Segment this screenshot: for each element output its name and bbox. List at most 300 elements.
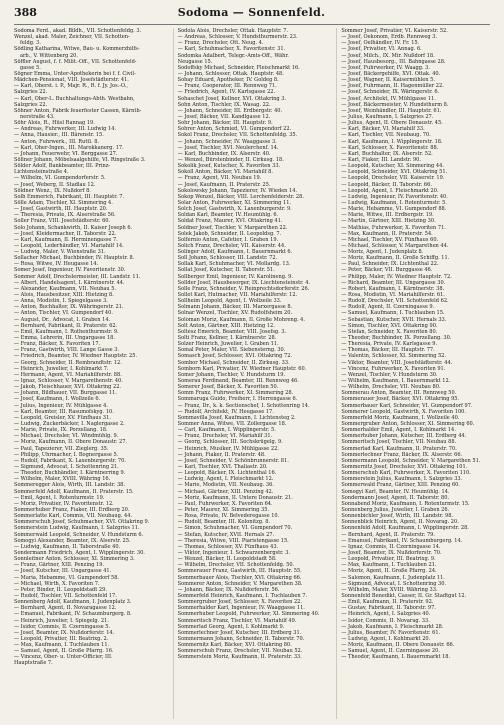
directory-entry: — Peter, Binder, II. Leopoldstadt 29. <box>14 586 107 593</box>
directory-entry: — Michael, Drechsler, VI. Windmühlg. 9. <box>14 433 119 440</box>
directory-entry: Hauptstraße 7. <box>14 660 53 667</box>
directory-entry: Sombor Michael, Schneider, II. Zirkusg. 33. <box>177 359 290 366</box>
directory-entry: Wenzel, akad. Maler, Zeichner, VII. Schotten- <box>14 34 130 41</box>
directory-entry: Solo Johann, Schankwirth, II. Kaiser Joseph 6. <box>14 224 133 231</box>
directory-entry: — Josef, Kaufmann, I. Wollzeile 6. <box>14 396 101 403</box>
directory-entry: Sommerlechner Franz, Bäcker, IX. Alserstr. 66. <box>341 451 463 458</box>
directory-entry: — Michael, Schlosser, V. Margarethen 44. <box>341 242 449 249</box>
directory-entry: Somer Josef, Ingenieur, IV. Favoritenstr. 30. <box>14 267 126 274</box>
directory-entry: — Josef, Fuhrmann, II. Hagenmüller 22. <box>341 83 444 90</box>
directory-entry: — Marie, Modistin, VII. Neubaug. 36. <box>177 482 274 489</box>
directory-entry: — Ludwig, Agent, I. Fleischmarkt 12. <box>177 476 274 483</box>
directory-entry: — Bernhard, Fabrikant, II. Praterstr. 62. <box>14 322 118 329</box>
directory-entry: — Paul, Fuhrwerker, X. Favoriten 64. <box>177 500 273 507</box>
directory-entry: Sommeritsch Josef, Tischler, VII. Neubau 88. <box>341 439 457 446</box>
directory-entry: — Wenzel, Bürstenbinder, II. Cirkusg. 18. <box>177 156 284 163</box>
directory-entry: Sommerwald Franz, Gärtner, XIII. Penzing 60. <box>341 482 460 489</box>
directory-entry: — Karl, Bäcker, VI. Mariahilf 33. <box>341 126 425 133</box>
directory-entry: — Josef, Beamter, IX. Nußdorferstr. 70. <box>341 549 442 556</box>
directory-entry: — Samuel, Agent, II. Czerningasse 20. <box>341 648 440 655</box>
directory-entry: — Moriz, Kaufmann, II. Obere Donaustr. 27. <box>14 439 128 446</box>
directory-entry: Sommerschuh Josef, Schuhmacher, XVI. Ottakring 9. <box>14 519 150 526</box>
directory-entry: — Franz, Drechsler, Ott. Neug. 4. <box>177 40 264 47</box>
directory-entry: Sokolik Josef, Kutscher, X. Favoriten 33. <box>177 163 281 170</box>
directory-entry: — Bernhard, Agent, II. Novaragasse 12. <box>14 605 117 612</box>
directory-entry: Mädchen-Pensionat, VIII. Josefstädterstr. 41. <box>14 77 129 84</box>
directory-entry: — Gustav, Fabrikant, II. Taborstr. 97. <box>341 605 436 612</box>
directory-entry: — Alexander, Kaufmann, VII. Neubau 5. <box>14 285 117 292</box>
directory-entry: Sommerbauer Alois, Tischler, XVI. Ottakring 66. <box>177 574 302 581</box>
directory-entry: Solich Franz, Drechsler, VII. Kaiserstr. 44. <box>177 242 286 249</box>
directory-entry: — Josef, Bäckergehilfe, XVI. Ottak. 40. <box>341 70 441 77</box>
directory-entry: — Marie, Private, IX. Porzellang. 18. <box>14 427 108 434</box>
directory-entry: — Wenzel, Tischler, V. Hundsturm 30. <box>341 371 438 378</box>
directory-entry: — Anton, Tischler, VI. Gumpendorf 40. <box>14 310 113 317</box>
directory-entry: Sollet Karl, Hutmacher, VII. Mariahilferstr. 12. <box>177 292 298 299</box>
directory-entry: — Ludwig, Kaufmann, I. Rotenturmstr. 5. <box>341 199 447 206</box>
directory-entry: — Jakob, Kaufmann, I. Fleischmarkt 28. <box>341 623 444 630</box>
directory-entry: — Johann, Schlosser, Ottak. Hauptstr. 48. <box>177 70 284 77</box>
directory-entry: — Rudolf, Architekt, IV. Heugasse 17. <box>177 408 274 415</box>
directory-entry: — Moriz, Kaufmann, II. Obere Donaustr. 66. <box>341 642 455 649</box>
directory-entry: — Valentin, Schlosser, XI. Simmering 52. <box>341 353 447 360</box>
directory-entry: Sohr Johann, Bäcker, III. Hauptstr. 9. <box>177 120 273 127</box>
directory-entry: Solt Anton, Gärtner, XIII. Hietzing 12. <box>177 322 275 329</box>
directory-entry: — Leopold, Privatier, III. Beatrixg. 2. <box>14 635 109 642</box>
directory-entry: — Simon, Schuhmacher, VI. Gumpendorf 70. <box>177 525 293 532</box>
directory-entry: Sommerhuber Leopold, Fuhrwerker, XI. Simmering 40. <box>177 611 320 618</box>
directory-entry: — Leopold, Agent, I. Fleischmarkt 20. <box>341 187 439 194</box>
directory-entry: Soldan Karl, Beamter, IV. Heumühlg. 6. <box>177 212 279 219</box>
directory-entry: — Franz, Gastwirth, VIII. Lange Gasse 3. <box>14 347 120 354</box>
directory-entry: — Martin, Gärtner, XIII. Hietzing 30. <box>341 218 436 225</box>
directory-entry: Sonnenfeld Benedikt, Casser, II. Gr. Stadtgut 12. <box>341 592 467 599</box>
directory-entry: feldg. 3. <box>20 40 41 47</box>
directory-entry: — Peter, Bäcker, VII. Burggasse 46. <box>341 267 433 274</box>
directory-entry: Sodola Alois, Drechsler, Ottak. Hauptstr. 7. <box>177 28 289 34</box>
directory-entry: Somm Franz, Fuhrwerker, XI. Simmering 28. <box>177 390 294 397</box>
directory-entry: — Julius, Agent, II. Obere Donaustr. 45. <box>341 120 443 127</box>
directory-entry: — Simon, Tischler, XVI. Ottakring 90. <box>341 322 438 329</box>
directory-entry: — Theodor, Buchbinder, IX. Porzellang. 30. <box>341 335 452 342</box>
page-number: 388 <box>14 6 37 19</box>
directory-entry: Sommermann Leopold, Schneider, V. Margarethen 51. <box>341 457 481 464</box>
directory-entry: Söhr Alois, R., Hüsl Rannag 19. <box>14 120 95 127</box>
directory-entry: — Johann, Bildhauer, VII. Burggasse 11. <box>14 390 117 397</box>
directory-entry: Sohay Eduard, Apotheker, IV. Goldeg 8. <box>177 77 279 84</box>
directory-entry: — Moriz, Kaufmann, II. Große Schiffg. 11. <box>341 255 450 262</box>
directory-entry: Sommerhalder Karl, Ingenieur, IV. Waaggasse 11. <box>177 605 305 612</box>
directory-entry: — Ludwig, Maler, V. Wienstraße 31. <box>14 249 106 256</box>
directory-entry: — Vincenz, Fuhrwerker, X. Favoriten 91. <box>341 365 446 372</box>
directory-entry: Sonnenberg Adolf, Kaufmann, I. Judenplatz 3. <box>14 599 132 606</box>
directory-entry: Sonnabend Moriz, Kaufmann, I. Rotenturmstr. 15. <box>341 500 470 507</box>
directory-entry: — Johann, Feuerwehr, VI. Berggasse 27. <box>14 150 118 157</box>
directory-entry: Sommerlad Karl, Kaufmann, II. Praterstr. 70. <box>341 445 457 452</box>
directory-entry: Sommerauer Franz, Gastwirth, III. Hauptstr. 55. <box>177 568 302 575</box>
directory-entry: — Salomon, Kaufmann, I. Judenplatz 11. <box>341 574 445 581</box>
directory-entry: — Rudolf, Tischler, VII. Schottenfeld 17. <box>14 592 117 599</box>
directory-entry: — Karl, Schuhmacher, X. Favoritenstr. 31. <box>177 46 286 53</box>
directory-entry: Sommer Adolf, Drechslermeister, III. Landstr. 11. <box>14 273 141 280</box>
directory-entry: — Josef, Oekonom, Erdb. Rennweg 3. <box>341 34 438 41</box>
directory-entry: — Josef, Architekt, IV. Mühlgasse 11. <box>341 95 436 102</box>
directory-entry: — Emma, Lehrerin, III. Ungargasse 18. <box>14 335 115 342</box>
directory-entry: — Sigmund, Advocat, I. Schottenring 21. <box>14 463 119 470</box>
directory-entry: — Karl, Ober-L. Buchhaltungs-Abth. Westbahn, <box>14 95 135 102</box>
directory-entry: — Georg, Schlosser, III. Sechskrügelg. 9. <box>177 439 283 446</box>
directory-entry: — Moriz, Kaufmann, II. Untere Donaustr. 21. <box>177 494 293 501</box>
directory-entry: Sollberger Emil, Ingenieur, IV. Karolineng. 9. <box>177 273 293 280</box>
directory-entry: — Franz, Dr., k. k. Sectionschef, I. Schottenring 14. <box>177 402 310 409</box>
directory-entry: — Josef, Hausbesorg., III. Bahngasse 28. <box>341 58 446 65</box>
directory-entry: Solar Anton, Fuhrwerker, XI. Simmering 11. <box>177 199 292 206</box>
directory-entry: Solch Josef, Gastwirth, X. Laxenburgerstr. 9. <box>177 206 292 213</box>
directory-entry: Solek Jakob, Schneider, II. Leopoldsg. 7. <box>177 230 282 237</box>
directory-entry: — Johann, Bäcker, IX. Nußdorferstr. 56. <box>177 586 280 593</box>
directory-entry: arb., V. Wittenberg 20. <box>20 52 78 59</box>
directory-entry: Sommavilla Josef, Kaufmann, I. Lichtensteg 2. <box>177 414 296 421</box>
directory-entry: — Leopold, Kutscher, XI. Simmering 44. <box>341 163 444 170</box>
directory-entry: Sommerfeld Moriz, Kaufmann, I. Wollzeile 40. <box>341 414 460 421</box>
directory-entry: — Julius, Ingenieur, IV. Mühlgasse 4. <box>14 402 108 409</box>
directory-entry: Salzgries 22. <box>14 89 48 96</box>
directory-entry: Söhner Anton, Fabrik feuerfester Cassen, Kärnth- <box>14 107 142 114</box>
directory-entry: Södling Katharina, Witwe, Bau- u. Kommerzhilfs- <box>14 46 140 53</box>
directory-entry: — Emanuel, Fabrikant, IV. Schaumburgerg. 14. <box>341 537 463 544</box>
directory-entry: — Rudolf, Beamter, III. Kolonitzg. 8. <box>177 519 271 526</box>
directory-entry: — Hermann, Agent, VI. Mariahilferstr. 88. <box>14 371 122 378</box>
directory-entry: — Moriz, Agent, I. Judenplatz 8. <box>341 249 424 256</box>
directory-entry: — Josef, Fuhrwerker, IV. Waagg. 3. <box>341 64 430 71</box>
directory-entry: Sommerlatte Karl, Commis, VII. Neubaug. 44. <box>14 513 133 520</box>
directory-entry: Sommer Josef, Privatier, VI. Kaiserstr. 52. <box>341 28 448 34</box>
directory-entry: — Wilhelm, Drechsler, VII. Schottenfeldg. 50. <box>177 562 295 569</box>
column-middle <box>173 28 333 719</box>
directory-entry: — Ludwig, Agent, I. Kohlmarkt 20. <box>341 635 431 642</box>
directory-entry: — Thomas, Schlosser, XV. Fünfhaus 43. <box>177 543 279 550</box>
directory-entry: — Vincenz, Ober- u. Unter-Officier, III. <box>14 654 113 661</box>
directory-entry: Somogyi Karl, Beamter, IV. Heumühlg. 14. <box>341 488 450 495</box>
directory-entry: — Wilhelm, Kaufmann, I. Bauernmarkt 12. <box>341 378 451 385</box>
directory-entry: — Marie, Witwe, III. Erdbergstr. 19. <box>341 212 434 219</box>
directory-entry: Söllner Johann, Möbelsaalgehilfe, VI. Ringstraße 3. <box>14 156 146 163</box>
directory-entry: — Heinrich, Juwelier, I. Kohlmarkt 7. <box>14 365 109 372</box>
directory-entry: — Alois, Hausbesitzer, XIII. Hietzing 8. <box>14 292 114 299</box>
directory-entry: Sommerfeld Adolf, Kaufmann, II. Praterstr. 15. <box>14 488 134 495</box>
directory-entry: — Julius, Beamter, IV. Favoritenstr. 61. <box>341 629 441 636</box>
directory-entry: — Franz, Bäcker, X. Favoriten 17. <box>14 341 101 348</box>
directory-entry: Sommerschuh Franz, Drechsler, VII. Neubau 52. <box>177 648 303 655</box>
directory-entry: Sommerlad Georg, Agent, I. Kohlmarkt 9. <box>177 623 285 630</box>
directory-entry: — Heinrich, Agent, I. Salzgries 40. <box>341 611 431 618</box>
directory-entry: Sögner Emma, Unter-Apothekerin bei f. f. Civil- <box>14 70 136 77</box>
directory-entry: Sommerlechner Josef, Kutscher, III. Erdberg 31. <box>177 629 302 636</box>
directory-entry: — Karl, Tischler, VII. Neubaug. 70. <box>341 132 431 139</box>
directory-entry: Somasch Josef, Schlosser, XVI. Ottakring 72. <box>177 353 293 360</box>
directory-entry: — Albert, Handelsagent, I. Kärntnerstr. 44. <box>14 279 125 286</box>
directory-entry: — Wilhelm, Drechsler, VII. Neubau 80. <box>341 384 441 391</box>
directory-entry: — Samuel, Kaufmann, I. Tuchlauben 15. <box>341 310 445 317</box>
directory-entry: — Friedrich, Beamter, IV. Wiedner Hauptstr. 25. <box>14 353 138 360</box>
directory-entry: — Theodor, Buchhändler, I. Kärntnerring 9. <box>14 470 126 477</box>
directory-entry: Sollder Josef, Hausbesorger, IX. Liechtensteinstr. 4. <box>177 279 311 286</box>
directory-entry: — Josef, Weberg, II. Stadlau 12. <box>14 181 96 188</box>
directory-entry: — Andreas, Fuhrwerker, III. Ludwig 14. <box>14 126 117 133</box>
directory-entry: — Karl, Oberst. i. P., Majr. R., R. f. Jy. Jos.-O., <box>14 83 129 90</box>
directory-entry: — Anton, Buchhalter, IX. Währingerstr. 21. <box>14 304 124 311</box>
running-head-title: Sodoma — Sonnenfeld. <box>177 6 326 19</box>
directory-entry: nerstraße 43. <box>20 113 55 120</box>
directory-entry: — Josef, Tischler, XVI. Neulerchenf. 14. <box>177 144 279 151</box>
directory-entry: — Ignaz, Schlosser, V. Margarethenstr. 40. <box>14 378 123 385</box>
directory-entry: Sommerstein Julius, Kaufmann, I. Salzgries 33. <box>341 476 463 483</box>
directory-entry: Neugasse 15. <box>177 58 213 65</box>
directory-entry: Sommerschuh Karl, Fuhrwerker, X. Favoriten 110. <box>341 470 471 477</box>
directory-entry: — Josef, Wagner, II. Kaisermühlen 5. <box>341 77 435 84</box>
directory-entry: Salzgries 22. <box>14 101 48 108</box>
directory-entry: — Emil, Kaufmann, I. Rothenthurmstr. 9. <box>14 328 119 335</box>
directory-entry: — Karl, Beamter, III. Rasumofskyg. 10. <box>14 408 114 415</box>
directory-entry: Sollheim Leopold, Agent, I. Wollzeile 33. <box>177 298 282 305</box>
directory-entry: Solnar Wenzel, Tischler, XV. Rudolfsheim 20. <box>177 310 293 317</box>
directory-entry: Sommerau Anton, Beamter, III. Rennweg 50. <box>341 390 457 397</box>
directory-entry: Soltész Emerich, Beamter, VIII. Josefsg. 3. <box>177 328 287 335</box>
directory-entry: — Karl, Schlosser, X. Favoritenstr. 88. <box>341 144 439 151</box>
directory-entry: — Maria, Hebamme, VI. Gumpendorf 58. <box>14 574 120 581</box>
directory-entry: — Leopold, Privatier, III. Beatrixg. 9. <box>341 556 436 563</box>
directory-entry: — Moriz, Privatier, IV. Favoritenstr. 12. <box>14 500 114 507</box>
directory-entry: Sollak Karl, Schuhmacher, VI. Mollardg. 13. <box>177 261 291 268</box>
directory-entry: Sohaschet Josef, Kellner, XVI. Ottakring 3. <box>177 95 287 102</box>
directory-entry: — Johann, Schneider, III. Erdbergstr. 40. <box>177 107 283 114</box>
directory-entry: — Moriz, Agent, II. Große Pfarrg. 24. <box>341 568 437 575</box>
directory-entry: — Mathias, Fuhrwerker, X. Favoriten 71. <box>341 224 446 231</box>
directory-entry: — Michael, Wirth, X. Favoriten 7. <box>14 580 100 587</box>
directory-entry: Sommergruber Anton, Schlosser, XI. Simmering 60. <box>341 421 475 427</box>
directory-entry: — Wenzel, Bäcker, II. Leopoldstadt 58. <box>177 556 277 563</box>
directory-entry: Sokop Wenzel, Bäcker, VIII. Lerchenfelderstr. 28. <box>177 193 304 200</box>
directory-entry: Söldner Wenz., IX. Nußdorf 8. <box>14 187 91 194</box>
directory-entry: — Michael, Tischler, XV. Fünfhaus 60. <box>341 236 439 243</box>
directory-entry: — Heinrich, Musiker, IV. Mühlgasse 22. <box>177 445 279 452</box>
directory-entry: — Stefan, Kutscher, XVII. Hernals 27. <box>177 531 275 538</box>
directory-entry: — Emanuel, Fabrikant, IV. Schaumburgerg. 8. <box>14 611 132 618</box>
directory-entry: — Josef, Kutscher, III. Ungargasse 41. <box>14 568 112 575</box>
directory-entry: — Karl, Buchbinder, IX. Alserstr. 40. <box>177 150 271 157</box>
directory-entry: Solle Franz, Schneider, V. Reinprechtsdorferstr. 26. <box>177 285 310 292</box>
directory-entry: — Theresia, Private, IX. Alserstraße 56. <box>14 212 116 219</box>
directory-entry: Sonnenfeld Adolf, Kaufmann, I. Wipplingerstr. 28. <box>341 525 469 532</box>
directory-entry: — Rosa, Private, IV. Belvederegasse 10. <box>177 513 280 520</box>
directory-entry: Sohrer Anton, Schmied, VI. Gumpendorf 22. <box>177 126 292 133</box>
directory-entry: — Franz, Drechsler, VI. Mariahilf 31. <box>177 433 273 440</box>
directory-entry: — Friedrich, Agent, IV. Karlsgasse 22. <box>177 89 276 96</box>
directory-entry: — Karl, Tischler, XVI. Thaliastr. 20. <box>177 463 268 470</box>
directory-entry: — Marie, Hebamme, VI. Gumpendorf 88. <box>341 206 447 213</box>
directory-entry: Sommerstein Ludwig, Kaufmann, I. Salzgries 11. <box>14 525 140 532</box>
directory-entry: — Stefan, Schneider, X. Favoriten 80. <box>341 328 438 335</box>
directory-entry: — Rosa, Modistin, VI. Mariahilferstr. 61. <box>341 292 445 299</box>
directory-entry: Sölle Adam, Tischler, XI. Simmering 4. <box>14 199 113 206</box>
directory-entry: Sommerhuber Franz, Fiaker, III. Erdberg 20. <box>14 506 130 513</box>
directory-entry: — Karl, Buchhalter, IX. Alserstr. 52. <box>341 150 433 157</box>
directory-entry: Sondermann Josef, Agent, II. Taborstr. 80. <box>341 494 450 501</box>
directory-entry: — Anton, Fuhrwerk., III. Ruttl. 8. <box>14 138 100 145</box>
directory-entry: Sommerwald Leopold, Schneider, V. Hundsturm 6. <box>14 531 144 538</box>
directory-entry: Sommeregger Alois, Wirth, III. Landstr. 38. <box>14 482 125 489</box>
directory-entry: — Josef, Oelhändler, IV. Fr. 15. <box>341 40 420 47</box>
directory-entry: — Ludwig, Kaufmann, II. Taborstraße 40. <box>14 543 121 550</box>
directory-entry: — Karl, Ober-Ingen., III. Marokkanerg. 17. <box>14 144 124 151</box>
directory-entry: Sollat Josef, Kutscher, II. Taborstr. 51. <box>177 267 275 274</box>
directory-entry: — Josef, Kleidermacher, II. Taborstr. 22. <box>14 230 117 237</box>
directory-entry: Sonnenbichler Josef, Wirth, III. Landstr. 98. <box>341 513 454 520</box>
directory-entry: Sölder Adolf, Bankbeamter, III. Prinz- <box>14 163 111 170</box>
directory-entry: — Rudolf, Drechsler, VII. Schottenfeld 62. <box>341 298 449 305</box>
directory-entry: — Philipp, Uhrmacher, I. Bognergasse 5. <box>14 451 119 458</box>
directory-entry: — Theresia, Private, IV. Karlsgasse 9. <box>341 341 438 348</box>
directory-entry: Sommerhuber Johann, Kutscher, III. Erdberg 44. <box>341 433 467 440</box>
directory-entry: Sommernitz Josef, Drechsler, XVI. Ottakring 101. <box>341 463 468 470</box>
directory-entry: — Ignaz, Commis, II. Czerningasse 14. <box>341 543 441 550</box>
directory-entry: — Georg, Schneider, II. Rembrandtstr. 12. <box>14 359 122 366</box>
directory-entry: Sommeritsch Franz, Tischler, VI. Mariahilf 49. <box>177 617 297 624</box>
directory-entry: — Peter, Maurer, XI. Simmering 35. <box>177 506 270 513</box>
directory-entry: — Leopold, Lederhändler, VI. Mariahilf 14. <box>14 242 124 249</box>
directory-entry: Solmann Johann, Bäcker, III. Marxergasse 8. <box>177 304 293 311</box>
directory-entry: — Johann, Fiaker, II. Praterstr. 48. <box>177 451 266 458</box>
directory-entry: — Franz, Agent, VII. Neubau 19. <box>177 175 262 182</box>
directory-entry: — Samuel, Agent, II. Große Pfarrg. 16. <box>14 648 114 655</box>
directory-entry: — Karl, Fiaker, III. Landstr. 90. <box>341 156 421 163</box>
directory-entry: Sonnleitner Anton, Schlosser, XI. Simmering 3. <box>14 556 135 563</box>
directory-entry: — Josef, Weinhändler, III. Hauptstr. 61. <box>341 107 442 114</box>
directory-entry: Sommerfeld Heinrich, Kaufmann, I. Tuchlauben 7. <box>177 592 308 599</box>
directory-entry: — Emil, Kaufmann, II. Praterstr. 92. <box>341 599 434 606</box>
directory-entry: — Franz, Gärtner, XIII. Penzing 19. <box>14 562 105 569</box>
directory-entry: — Wilhelm, Maler, XVIII. Währing 33. <box>341 586 438 593</box>
directory-entry: — Julius, Kaufmann, I. Salzgries 27. <box>341 113 434 120</box>
directory-entry: Soldat Franz, Maurer, XVI. Ottakring 41. <box>177 218 283 225</box>
directory-entry: — Leopold, Drechsler, VII. Kaiserstr. 19. <box>341 175 445 182</box>
directory-entry: Sodoma Ferd., akad. Bildh., VII. Schottenfeldg. 3. <box>14 28 142 34</box>
directory-entry: — Viktor, Beamter, VIII. Josefstädterstr. 44. <box>341 359 453 366</box>
directory-entry: Solti Franz, Kellner, I. Kärntnerstr. 28. <box>177 335 277 342</box>
directory-entry: — Rudolf, Agent, II. Czerningasse 9. <box>341 304 435 311</box>
directory-entry: Sommermann Johann, Schneider, II. Taborstr. 70. <box>177 635 305 642</box>
directory-entry: — Rudolf, Fabrikant, X. Laxenburgerstr. 70. <box>14 457 126 464</box>
directory-entry: Somborn Karl, Privatier, IV. Wiedner Hauptstr. 60. <box>177 365 307 372</box>
column-right <box>336 28 496 719</box>
directory-entry: — Carl, Kaufmann, I. Wipplingerstr. 5. <box>177 427 276 434</box>
directory-entry: — Josef, Bäckermeister, V. Hundsthurm 8. <box>341 101 449 108</box>
directory-entry: Somerau Ferdinand, Beamter, III. Rennweg 46. <box>177 378 299 385</box>
directory-entry: Sokoll Anton, Bäcker, VI. Mariahilf 8. <box>177 169 273 176</box>
directory-entry: — Robert, Kaufmann, I. Kärntnerstr. 38. <box>341 285 445 292</box>
directory-columns <box>14 28 496 719</box>
directory-entry: Somer Johann, Tischler, V. Hundsturm 19. <box>177 371 286 378</box>
directory-entry: — Michael, Gärtner, XIII. Penzing 42. <box>177 488 274 495</box>
directory-entry: — Max, Kaufmann, I. Tuchlauben 21. <box>341 562 437 569</box>
directory-entry: Solfernio Anton, Cafetier, I. Graben 19. <box>177 236 279 243</box>
directory-entry: — Ludwig, Ingenieur, IV. Favoritenstr. 40. <box>341 193 448 200</box>
directory-entry: — Karl, Kaufmann, I. Wipplingerstr. 18. <box>341 138 443 145</box>
directory-entry: — Ludwig, Zuckerbäcker, I. Naglergasse 2. <box>14 421 125 427</box>
directory-entry: — Leopold, Greisler, XV. Fünfhaus 31. <box>14 414 111 421</box>
directory-entry: Sommerauer Josef, Bäcker, XVI. Ottakring 95. <box>341 396 460 403</box>
directory-entry: Solb Emmerich, Fabrikant, III. Hauptstr. 7. <box>14 193 125 200</box>
directory-entry: — Max, Kaufmann, I. Tuchlauben 11. <box>14 642 110 649</box>
directory-entry: Sokolowsky Johann, Tapezierer, IV. Wieden 14. <box>177 187 298 194</box>
directory-entry: — Richard, Beamter, III. Ungargasse 30. <box>341 279 446 286</box>
directory-entry: — Josef, Schneider, V. Schönbrunnerstr. 81. <box>177 457 289 464</box>
directory-entry: — Josef, Milch., IX. Mir. Nußdorf 18. <box>341 52 435 59</box>
directory-entry: Soldner Josef, Tischler, V. Margarethen 22. <box>177 224 288 231</box>
directory-entry: — Leopold, Schneider, XVI. Ottakring 51. <box>341 169 448 176</box>
directory-entry: — August, Dr., Advocat, I. Graben 14. <box>14 316 111 323</box>
directory-entry: — Emil, Agent, I. Rotenturmstr. 19. <box>14 494 105 501</box>
directory-entry: Sommerer Anton, Schneider, V. Margarethen 38. <box>177 580 303 587</box>
directory-entry: — Franz, Cooperator, III. Rennweg 71. <box>177 83 277 90</box>
directory-entry: — Anna, Hausier., III. Bärenstr. 15. <box>14 132 104 139</box>
directory-entry: Sommerbauer Karl, Schneider, VI. Gumpendorf 97. <box>341 402 473 409</box>
directory-entry: — Paul, Tapezierer, VII. Zieglerg. 35. <box>14 445 109 452</box>
directory-entry: Sohn Anton, Tischler, IX. Wasag. 22. <box>177 101 271 108</box>
directory-entry: Soll Johann, Schlosser, III. Landstr. 72. <box>177 255 278 262</box>
directory-entry: — Isidor, Commis, II. Novarag. 33. <box>341 617 430 624</box>
directory-entry: — Leopold, Bäcker, II. Taborstr. 66. <box>341 181 432 188</box>
directory-entry: Sommergruber Josef, Schlosser, X. Favoriten 22. <box>177 599 303 606</box>
directory-entry: — Josef, Bäcker, VII. Kandlgasse 12. <box>177 113 271 120</box>
directory-entry: Solinger Adolf, Kaufmann, I. Bauernmarkt 6. <box>177 249 293 256</box>
directory-entry: Sommerhalder Emil, Agent, I. Kohlmarkt 14. <box>341 427 456 434</box>
directory-entry: — Heinrich, Juwelier, I. Spiegelg. 21. <box>14 617 109 624</box>
directory-entry: — Karl, Kaufmann, II. Herminengasse 7. <box>14 236 118 243</box>
directory-entry: — Paul, Schneider, IX. Lichtenthal 22. <box>341 261 439 268</box>
directory-entry: Sonnenberg Julius, Juwelier, I. Graben 26. <box>341 506 450 513</box>
directory-entry: Somerer Josef, Bäcker, X. Favoriten 50. <box>177 384 279 391</box>
directory-entry: Solzer Heinrich, Juwelier, I. Graben 11. <box>177 341 279 348</box>
column-left <box>14 28 169 719</box>
directory-entry: — Sebastian, Kutscher, XVII. Hernals 33. <box>341 316 447 323</box>
directory-entry: Somal Peter, Maler, VII. Siebensterng. 30. <box>177 347 286 354</box>
directory-entry: Söffler August, f. f. Milit.-Off., VII. Schottenfeld- <box>14 58 137 65</box>
directory-entry: — Wilhelm, Maler, XVIII. Währing 16. <box>14 476 111 483</box>
directory-entry: — Josef, Gastwirth, III. Hauptstr. 20. <box>14 206 108 213</box>
directory-entry: — Viktor, Ingenieur, I. Schwarzenbergstr. 3. <box>177 549 291 556</box>
directory-entry: Soller Franz, VIII. Josefstädterstr. 60. <box>14 218 111 225</box>
directory-entry: — Josef, Privatier, VI. Annag. 6. <box>341 46 422 53</box>
directory-entry: Soloman Moriz, Kaufmann, II. Große Mohreng. 4. <box>177 316 305 323</box>
directory-entry: — Rosa, Witwe, IV. Heugasse 14. <box>14 261 99 268</box>
directory-entry: — Theresia, Witwe, VIII. Piaristengasse 15. <box>177 537 289 544</box>
directory-entry: — Sigmund, Advocat, I. Schottenring 30. <box>341 580 447 587</box>
directory-entry: Sollacher Michael, Buchbinder, IV. Hauptstr. 8. <box>14 255 135 262</box>
directory-entry: — Isidor, Commis, II. Czerningasse 5. <box>14 623 111 630</box>
directory-entry: — Josef, Schneider, IX. Wäringerstr. 6. <box>341 89 440 96</box>
directory-entry: — Theodor, Kaufmann, I. Bauernmarkt 18. <box>341 654 451 661</box>
directory-entry: Sommernitz Karl, Bäcker, XVI. Ottakring 80. <box>177 642 292 649</box>
directory-entry: — Thomas, Bäcker, III. Hauptstr. 77. <box>341 347 435 354</box>
directory-entry: — Max, Kaufmann, II. Praterstr. 54. <box>341 230 433 237</box>
directory-entry: Lichtensteinstraße 4. <box>14 169 69 176</box>
running-header <box>14 6 490 25</box>
directory-entry: Sommerstein Moriz, Kaufmann, II. Praterstr. 33. <box>177 654 302 661</box>
directory-entry: Sokol Franz, Drechsler, VII. Schottenfeldg. 35. <box>177 132 298 139</box>
directory-entry: — Wilhelm, VI. Gumpendorferstr. 5. <box>14 175 106 182</box>
directory-entry: Sommerer Leopold, Gastwirth, X. Favoriten 100. <box>341 408 466 415</box>
